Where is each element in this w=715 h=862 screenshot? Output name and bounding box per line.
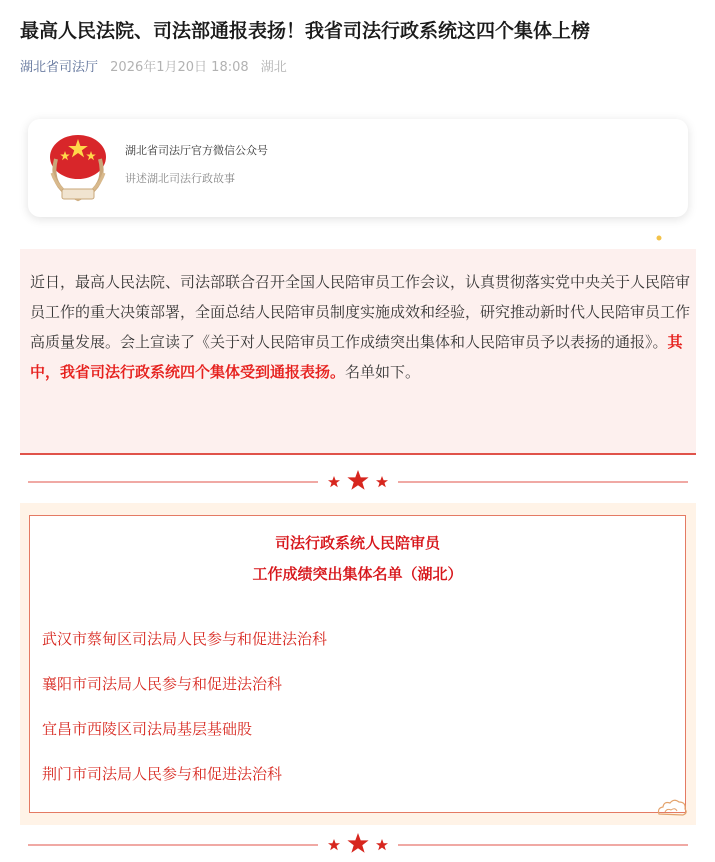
intro-section xyxy=(20,249,696,455)
three-stars-icon xyxy=(328,476,340,487)
namelist-heading-line1: 司法行政系统人民陪审员 xyxy=(274,534,440,552)
account-profile-card[interactable] xyxy=(28,119,688,217)
article-meta xyxy=(20,58,295,78)
court-emblem-icon xyxy=(38,129,118,209)
publish-date: 2026年1月20日 18:08 xyxy=(110,60,249,75)
sparkle-decoration-icon xyxy=(654,234,664,242)
three-stars-divider xyxy=(28,469,688,495)
intro-paragraph xyxy=(30,267,690,387)
cloud-decoration-icon xyxy=(655,796,689,818)
list-item: 武汉市蔡甸区司法局人民参与和促进法治科 xyxy=(42,630,328,648)
list-item: 襄阳市司法局人民参与和促进法治科 xyxy=(42,675,283,693)
three-stars-divider xyxy=(28,832,688,858)
list-item: 宜昌市西陵区司法局基层基础股 xyxy=(42,720,253,738)
account-slogan: 讲述湖北司法行政故事 xyxy=(125,172,235,185)
account-name: 湖北省司法厅官方微信公众号 xyxy=(125,144,268,157)
publish-location: 湖北 xyxy=(260,60,287,75)
account-link[interactable]: 湖北省司法厅 xyxy=(20,60,99,75)
namelist-heading-line2: 工作成绩突出集体名单（湖北） xyxy=(252,565,463,583)
intro-text: 近日，最高人民法院、司法部联合召开全国人民陪审员工作会议，认真贯彻落实党中央关于人民陪审员工作的重大决策部署，全面总结人民陪审员制度实施成效和经验，研究推动新时代人民陪审员工作高质量发展。会上宣读了《关于对人民陪审员工作成绩突出集体和人民陪审员予以表扬的通报》。 xyxy=(30,273,691,351)
namelist-box xyxy=(29,515,686,813)
intro-highlight: 其中，我省司法行政系统四个集体受到通报表扬。 xyxy=(30,333,683,381)
list-item: 荆门市司法局人民参与和促进法治科 xyxy=(42,765,283,783)
article-title: 最高人民法院、司法部通报表扬！我省司法行政系统这四个集体上榜 xyxy=(20,20,591,42)
intro-tail: 名单如下。 xyxy=(345,363,421,381)
